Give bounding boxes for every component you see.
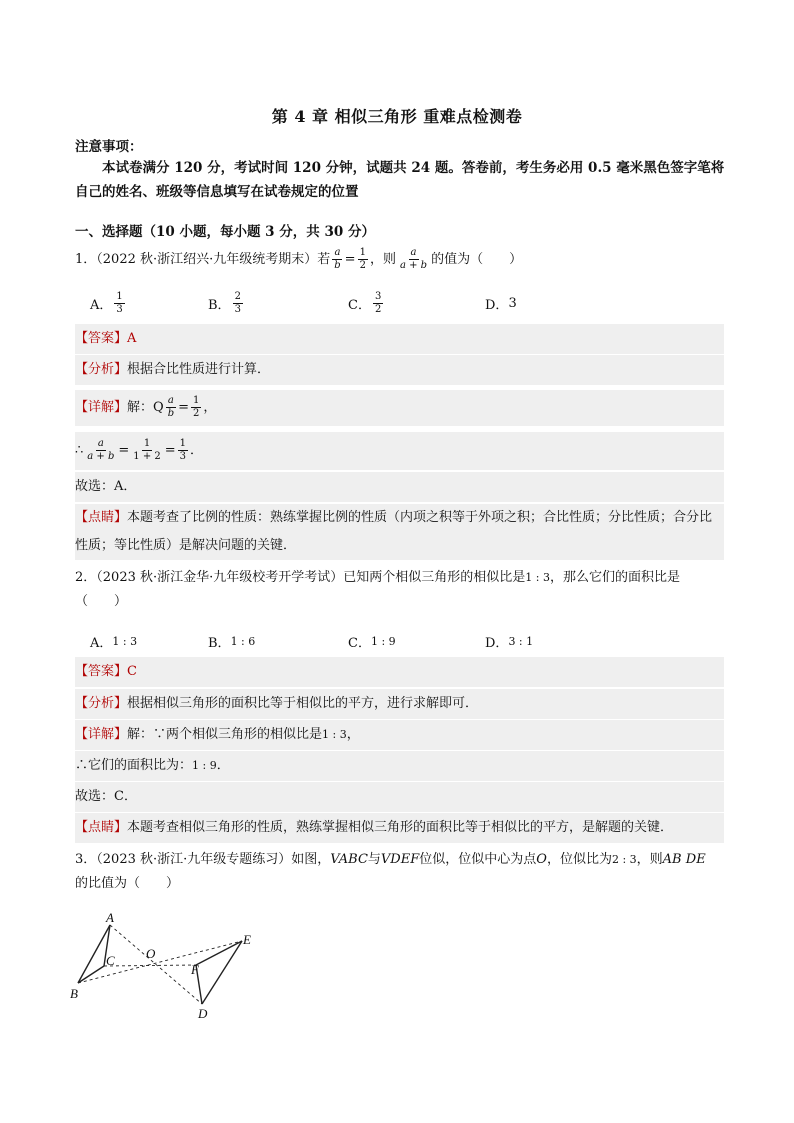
comment-block-1: 【点睛】本题考查了比例的性质：熟练掌握比例的性质（内项之积等于外项之积；合比性质；分比性质；合分比性质；等比性质）是解决问题的关键． xyxy=(75,504,724,560)
option-b[interactable]: B． $\frac{2}{3}$ xyxy=(208,290,241,315)
option-d[interactable]: D． 3 xyxy=(485,295,517,313)
analysis-block-2: 【分析】根据相似三角形的面积比等于相似比的平方，进行求解即可． xyxy=(75,689,724,719)
fraction-a-over-b: $\frac{a}{b}$ xyxy=(334,247,341,271)
dashed-line-be xyxy=(78,941,242,983)
label-c: C xyxy=(106,953,115,968)
option-c[interactable]: C． 1 : 9 xyxy=(348,634,396,651)
option-c[interactable]: C． $\frac{3}{2}$ xyxy=(348,290,382,315)
analysis-block-1: 【分析】根据合比性质进行计算． xyxy=(75,355,724,385)
notice-body: 本试卷满分 120 分，考试时间 120 分钟，试题共 24 题。答卷前，考生务必用 0.5 毫米黑色签字笔将自己的姓名、班级等信息填写在试卷规定的位置 xyxy=(75,160,725,200)
segment-ed xyxy=(202,941,242,1004)
homothety-diagram xyxy=(62,908,272,1023)
answer-block-2: 【答案】C xyxy=(75,657,724,687)
detail-block-2: 【详解】解：∵两个相似三角形的相似比是1 : 3， xyxy=(75,720,724,750)
option-d[interactable]: D． 3 : 1 xyxy=(485,634,534,651)
notice-heading: 注意事项： xyxy=(75,139,143,155)
label-e: E xyxy=(243,932,251,947)
question-1-options xyxy=(90,288,710,318)
calc-block-1: ∴ $\frac{a}{a + b}$ = $\frac{1}{1 + 2}$ = $\frac{1}{3}$ ． xyxy=(75,432,724,470)
detail-block-1: 【详解】解：Q $\frac{a}{b}$ = $\frac{1}{2}$ ， xyxy=(75,390,724,426)
question-2-stem: 2．（2023 秋·浙江金华·九年级校考开学考试）已知两个相似三角形的相似比是1 : 3，那么它们的面积比是 （ ） xyxy=(75,570,680,609)
comment-block-2: 【点睛】本题考查相似三角形的性质，熟练掌握相似三角形的面积比等于相似比的平方，是解题的关键． xyxy=(75,813,724,843)
label-d: D xyxy=(198,1006,208,1021)
question-3-stem: 3．（2023 秋·浙江·九年级专题练习）如图，VABC与VDEF位似，位似中心为点O，位似比为2 : 3，则AB DE 的比值为（ ） xyxy=(75,852,706,891)
detail-block-2b: ∴它们的面积比为：1 : 9． xyxy=(75,751,724,781)
choose-block-2: 故选：C． xyxy=(75,782,724,812)
option-b[interactable]: B． 1 : 6 xyxy=(208,634,256,651)
label-o: O xyxy=(146,946,156,961)
option-a[interactable]: A． 1 : 3 xyxy=(90,634,138,651)
dashed-line-ad xyxy=(110,925,202,1004)
fraction-a-over-a-plus-b: $\frac{a}{a + b}$ xyxy=(399,247,428,271)
label-f: F xyxy=(191,962,199,977)
fraction-one-half: $\frac{1}{2}$ xyxy=(359,247,366,271)
label-a: A xyxy=(106,910,114,925)
label-b: B xyxy=(70,986,78,1001)
question-2-options xyxy=(90,626,710,656)
question-1-stem: 1．（2022 秋·浙江绍兴·九年级统考期末）若 $\frac{a}{b}$ = $\frac{1}{2}$ ，则 $\frac{a}{a + b}$ 的值为（ ） xyxy=(75,247,523,271)
section-heading: 一、选择题（10 小题，每小题 3 分，共 30 分） xyxy=(75,224,375,240)
answer-block-1: 【答案】A xyxy=(75,324,724,354)
choose-block-1: 故选：A． xyxy=(75,472,724,502)
option-a[interactable]: A． $\frac{1}{3}$ xyxy=(90,290,123,315)
dashed-line-cf xyxy=(104,965,196,966)
page-title: 第 4 章 相似三角形 重难点检测卷 xyxy=(271,107,523,126)
